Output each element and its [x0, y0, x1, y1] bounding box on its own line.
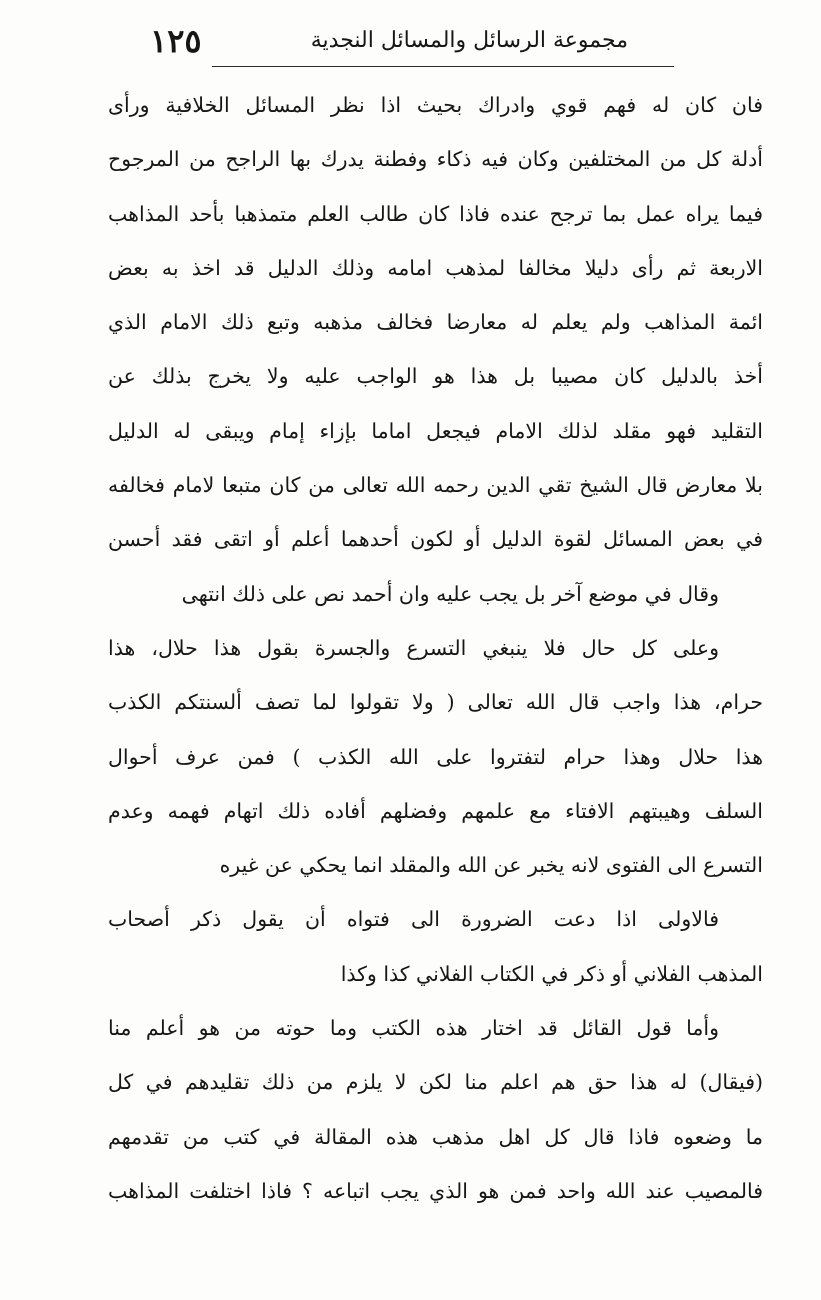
text-line: التسرع الى الفتوى لانه يخبر عن الله والمقلد انما يحكي عن غيره — [219, 853, 763, 878]
text-line: بلا معارض قال الشيخ تقي الدين رحمه الله تعالى من كان متبعا لامام فخالفه — [108, 473, 763, 498]
text-line: الاربعة ثم رأى دليلا مخالفا لمذهب امامه وذلك الدليل قد اخذ به بعض — [108, 255, 763, 280]
text-line: في بعض المسائل لقوة الدليل أو لكون أحدهما أعلم أو اتقى فقد أحسن — [108, 527, 763, 552]
text-line: التقليد فهو مقلد لذلك الامام فيجعل اماما بإزاء إمام ويبقى له الدليل — [108, 418, 763, 443]
main-text — [108, 78, 763, 1218]
text-line: حرام، هذا واجب قال الله تعالى ( ولا تقولوا لما تصف ألسنتكم الكذب — [108, 690, 763, 715]
header-divider — [212, 66, 674, 67]
text-line: أخذ بالدليل كان مصيبا بل هذا هو الواجب عليه ولا يخرج بذلك عن — [108, 364, 763, 389]
text-line: فالمصيب عند الله واحد فمن هو الذي يجب اتباعه ؟ فاذا اختلفت المذاهب — [108, 1178, 763, 1203]
text-line: هذا حلال وهذا حرام لتفتروا على الله الكذب ) فمن عرف أحوال — [108, 744, 763, 769]
text-line: ائمة المذاهب ولم يعلم له معارضا فخالف مذهبه وتبع ذلك الامام الذي — [108, 310, 763, 335]
text-line: السلف وهيبتهم الافتاء مع علمهم وفضلهم أفاده ذلك اتهام فهمه وعدم — [108, 798, 763, 823]
page-header — [40, 22, 780, 72]
text-line: فالاولى اذا دعت الضرورة الى فتواه أن يقول ذكر أصحاب — [108, 907, 719, 932]
running-title: مجموعة الرسائل والمسائل النجدية — [310, 28, 628, 53]
text-line: فيما يراه عمل بما ترجح عنده فاذا كان طالب العلم متمذهبا بأحد المذاهب — [108, 201, 763, 226]
text-line: ما وضعوه فاذا قال كل اهل مذهب هذه المقالة في كتب من تقدمهم — [108, 1124, 763, 1149]
text-line: وقال في موضع آخر بل يجب عليه وان أحمد نص على ذلك انتهى — [181, 581, 719, 606]
text-line: (فيقال) له هذا حق هم اعلم منا لكن لا يلزم من ذلك تقليدهم في كل — [108, 1070, 763, 1095]
text-line: وعلى كل حال فلا ينبغي التسرع والجسرة بقول هذا حلال، هذا — [108, 635, 719, 660]
text-line: المذهب الفلاني أو ذكر في الكتاب الفلاني كذا وكذا — [340, 961, 763, 986]
text-line: أدلة كل من المختلفين وكان فيه ذكاء وفطنة يدرك بها الراجح من المرجوح — [108, 147, 763, 172]
page-number: ١٢٥ — [150, 22, 202, 60]
text-line: وأما قول القائل قد اختار هذه الكتب وما حوته من هو أعلم منا — [108, 1016, 719, 1041]
text-line: فان كان له فهم قوي وادراك بحيث اذا نظر المسائل الخلافية ورأى — [108, 93, 763, 117]
